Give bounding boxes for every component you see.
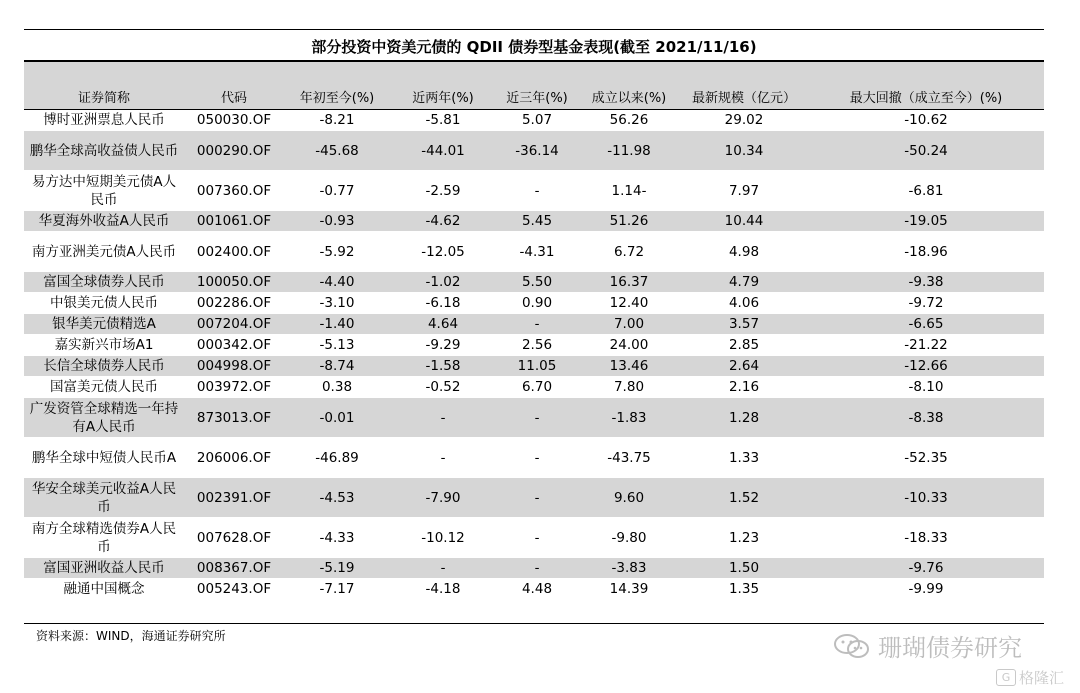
table-body	[24, 110, 1044, 600]
cell-size: 4.79	[680, 272, 808, 293]
cell-y2: -4.18	[390, 579, 496, 600]
cell-y2: -44.01	[390, 131, 496, 171]
cell-since: -3.83	[578, 558, 680, 579]
cell-y2: -9.29	[390, 335, 496, 356]
cell-ytd: -5.19	[284, 558, 390, 579]
header-2y: 近两年(%)	[390, 62, 496, 110]
cell-ytd: -8.74	[284, 356, 390, 377]
cell-since: 6.72	[578, 232, 680, 272]
cell-name: 富国亚洲收益人民币	[24, 558, 184, 579]
header-code: 代码	[184, 62, 284, 110]
cell-y2: -1.58	[390, 356, 496, 377]
cell-size: 29.02	[680, 110, 808, 131]
cell-since: 51.26	[578, 211, 680, 232]
header-3y: 近三年(%)	[496, 62, 578, 110]
cell-code: 002286.OF	[184, 293, 284, 314]
table-row	[24, 131, 1044, 171]
cell-y2: 4.64	[390, 314, 496, 335]
cell-since: 7.80	[578, 377, 680, 398]
cell-size: 4.98	[680, 232, 808, 272]
cell-ytd: -7.17	[284, 579, 390, 600]
table-row	[24, 110, 1044, 131]
cell-code: 000342.OF	[184, 335, 284, 356]
cell-mdd: -52.35	[808, 438, 1044, 478]
cell-mdd: -8.38	[808, 398, 1044, 438]
brand-watermark	[996, 667, 1064, 688]
cell-mdd: -8.10	[808, 377, 1044, 398]
table-row	[24, 314, 1044, 335]
cell-code: 100050.OF	[184, 272, 284, 293]
cell-y3: -4.31	[496, 232, 578, 272]
cell-since: -1.83	[578, 398, 680, 438]
table-row	[24, 293, 1044, 314]
cell-name: 南方全球精选债券A人民币	[24, 518, 184, 558]
wechat-icon	[832, 632, 872, 660]
header-name: 证券简称	[24, 62, 184, 110]
cell-y3: 6.70	[496, 377, 578, 398]
table-row	[24, 232, 1044, 272]
cell-mdd: -9.72	[808, 293, 1044, 314]
cell-y2: -12.05	[390, 232, 496, 272]
cell-ytd: -0.93	[284, 211, 390, 232]
cell-y3: -	[496, 518, 578, 558]
cell-mdd: -18.96	[808, 232, 1044, 272]
header-max-drawdown: 最大回撤（成立至今）(%)	[808, 62, 1044, 110]
cell-size: 2.85	[680, 335, 808, 356]
cell-y3: 0.90	[496, 293, 578, 314]
cell-code: 007628.OF	[184, 518, 284, 558]
cell-name: 银华美元债精选A	[24, 314, 184, 335]
cell-y3: -	[496, 398, 578, 438]
brand-logo-icon: G	[996, 669, 1016, 686]
cell-y2: -2.59	[390, 171, 496, 211]
cell-y3: -	[496, 438, 578, 478]
cell-y2: -6.18	[390, 293, 496, 314]
cell-code: 206006.OF	[184, 438, 284, 478]
header-row	[24, 62, 1044, 110]
cell-name: 鹏华全球高收益债人民币	[24, 131, 184, 171]
table-row	[24, 478, 1044, 518]
cell-y2: -5.81	[390, 110, 496, 131]
cell-size: 7.97	[680, 171, 808, 211]
table-row	[24, 211, 1044, 232]
cell-y2: -	[390, 438, 496, 478]
header-since-inception: 成立以来(%)	[578, 62, 680, 110]
cell-ytd: -8.21	[284, 110, 390, 131]
cell-name: 华安全球美元收益A人民币	[24, 478, 184, 518]
cell-size: 1.50	[680, 558, 808, 579]
cell-since: -43.75	[578, 438, 680, 478]
table-row	[24, 518, 1044, 558]
cell-since: -9.80	[578, 518, 680, 558]
header-latest-size: 最新规模（亿元）	[680, 62, 808, 110]
cell-y3: -	[496, 558, 578, 579]
fund-performance-table	[24, 62, 1044, 600]
cell-name: 长信全球债券人民币	[24, 356, 184, 377]
cell-ytd: -45.68	[284, 131, 390, 171]
cell-code: 873013.OF	[184, 398, 284, 438]
cell-y2: -	[390, 398, 496, 438]
cell-size: 1.23	[680, 518, 808, 558]
cell-ytd: -5.92	[284, 232, 390, 272]
source-note: 资料来源：WIND，海通证券研究所	[36, 629, 226, 643]
cell-mdd: -6.81	[808, 171, 1044, 211]
cell-ytd: -46.89	[284, 438, 390, 478]
cell-code: 005243.OF	[184, 579, 284, 600]
cell-ytd: -4.40	[284, 272, 390, 293]
cell-size: 1.52	[680, 478, 808, 518]
cell-since: 7.00	[578, 314, 680, 335]
cell-y3: 2.56	[496, 335, 578, 356]
cell-code: 007204.OF	[184, 314, 284, 335]
table-row	[24, 272, 1044, 293]
cell-ytd: -4.53	[284, 478, 390, 518]
cell-code: 008367.OF	[184, 558, 284, 579]
cell-mdd: -18.33	[808, 518, 1044, 558]
cell-code: 003972.OF	[184, 377, 284, 398]
cell-name: 国富美元债人民币	[24, 377, 184, 398]
cell-y3: 5.50	[496, 272, 578, 293]
cell-since: 16.37	[578, 272, 680, 293]
cell-mdd: -9.38	[808, 272, 1044, 293]
cell-since: -11.98	[578, 131, 680, 171]
cell-ytd: -4.33	[284, 518, 390, 558]
cell-code: 007360.OF	[184, 171, 284, 211]
cell-since: 9.60	[578, 478, 680, 518]
cell-name: 富国全球债券人民币	[24, 272, 184, 293]
table-row	[24, 438, 1044, 478]
cell-mdd: -21.22	[808, 335, 1044, 356]
cell-since: 13.46	[578, 356, 680, 377]
cell-size: 1.33	[680, 438, 808, 478]
cell-mdd: -9.76	[808, 558, 1044, 579]
cell-y3: -	[496, 314, 578, 335]
cell-code: 004998.OF	[184, 356, 284, 377]
cell-ytd: -5.13	[284, 335, 390, 356]
cell-since: 14.39	[578, 579, 680, 600]
cell-name: 南方亚洲美元债A人民币	[24, 232, 184, 272]
table-title: 部分投资中资美元债的 QDII 债券型基金表现(截至 2021/11/16)	[311, 38, 757, 56]
cell-y2: -0.52	[390, 377, 496, 398]
cell-y2: -7.90	[390, 478, 496, 518]
cell-name: 鹏华全球中短债人民币A	[24, 438, 184, 478]
cell-y3: -36.14	[496, 131, 578, 171]
watermark	[832, 628, 1022, 663]
cell-mdd: -9.99	[808, 579, 1044, 600]
table-row	[24, 579, 1044, 600]
cell-mdd: -10.33	[808, 478, 1044, 518]
cell-since: 24.00	[578, 335, 680, 356]
cell-name: 易方达中短期美元债A人民币	[24, 171, 184, 211]
cell-ytd: -3.10	[284, 293, 390, 314]
cell-code: 002391.OF	[184, 478, 284, 518]
cell-mdd: -6.65	[808, 314, 1044, 335]
cell-ytd: -1.40	[284, 314, 390, 335]
cell-y3: 11.05	[496, 356, 578, 377]
bottom-rule	[24, 623, 1044, 624]
cell-size: 3.57	[680, 314, 808, 335]
header-ytd: 年初至今(%)	[284, 62, 390, 110]
table-row	[24, 377, 1044, 398]
cell-name: 嘉实新兴市场A1	[24, 335, 184, 356]
cell-name: 融通中国概念	[24, 579, 184, 600]
cell-y3: 5.45	[496, 211, 578, 232]
cell-y3: -	[496, 478, 578, 518]
cell-code: 000290.OF	[184, 131, 284, 171]
cell-name: 中银美元债人民币	[24, 293, 184, 314]
cell-since: 56.26	[578, 110, 680, 131]
top-rule	[24, 29, 1044, 30]
cell-mdd: -50.24	[808, 131, 1044, 171]
cell-name: 博时亚洲票息人民币	[24, 110, 184, 131]
cell-size: 1.28	[680, 398, 808, 438]
cell-size: 2.64	[680, 356, 808, 377]
cell-mdd: -12.66	[808, 356, 1044, 377]
cell-size: 10.34	[680, 131, 808, 171]
table-row	[24, 398, 1044, 438]
cell-ytd: -0.77	[284, 171, 390, 211]
watermark-channel: 珊瑚债券研究	[878, 634, 1022, 662]
cell-y3: -	[496, 171, 578, 211]
cell-y3: 5.07	[496, 110, 578, 131]
cell-code: 001061.OF	[184, 211, 284, 232]
cell-code: 050030.OF	[184, 110, 284, 131]
table-row	[24, 558, 1044, 579]
cell-size: 10.44	[680, 211, 808, 232]
cell-y2: -1.02	[390, 272, 496, 293]
cell-name: 华夏海外收益A人民币	[24, 211, 184, 232]
table-row	[24, 335, 1044, 356]
cell-size: 1.35	[680, 579, 808, 600]
cell-y2: -	[390, 558, 496, 579]
cell-code: 002400.OF	[184, 232, 284, 272]
cell-since: 1.14-	[578, 171, 680, 211]
cell-y2: -10.12	[390, 518, 496, 558]
cell-y3: 4.48	[496, 579, 578, 600]
table-row	[24, 171, 1044, 211]
cell-y2: -4.62	[390, 211, 496, 232]
cell-size: 2.16	[680, 377, 808, 398]
cell-size: 4.06	[680, 293, 808, 314]
cell-mdd: -10.62	[808, 110, 1044, 131]
cell-ytd: 0.38	[284, 377, 390, 398]
cell-name: 广发资管全球精选一年持有A人民币	[24, 398, 184, 438]
cell-ytd: -0.01	[284, 398, 390, 438]
cell-since: 12.40	[578, 293, 680, 314]
cell-mdd: -19.05	[808, 211, 1044, 232]
brand-name: 格隆汇	[1019, 669, 1065, 687]
table-row	[24, 356, 1044, 377]
